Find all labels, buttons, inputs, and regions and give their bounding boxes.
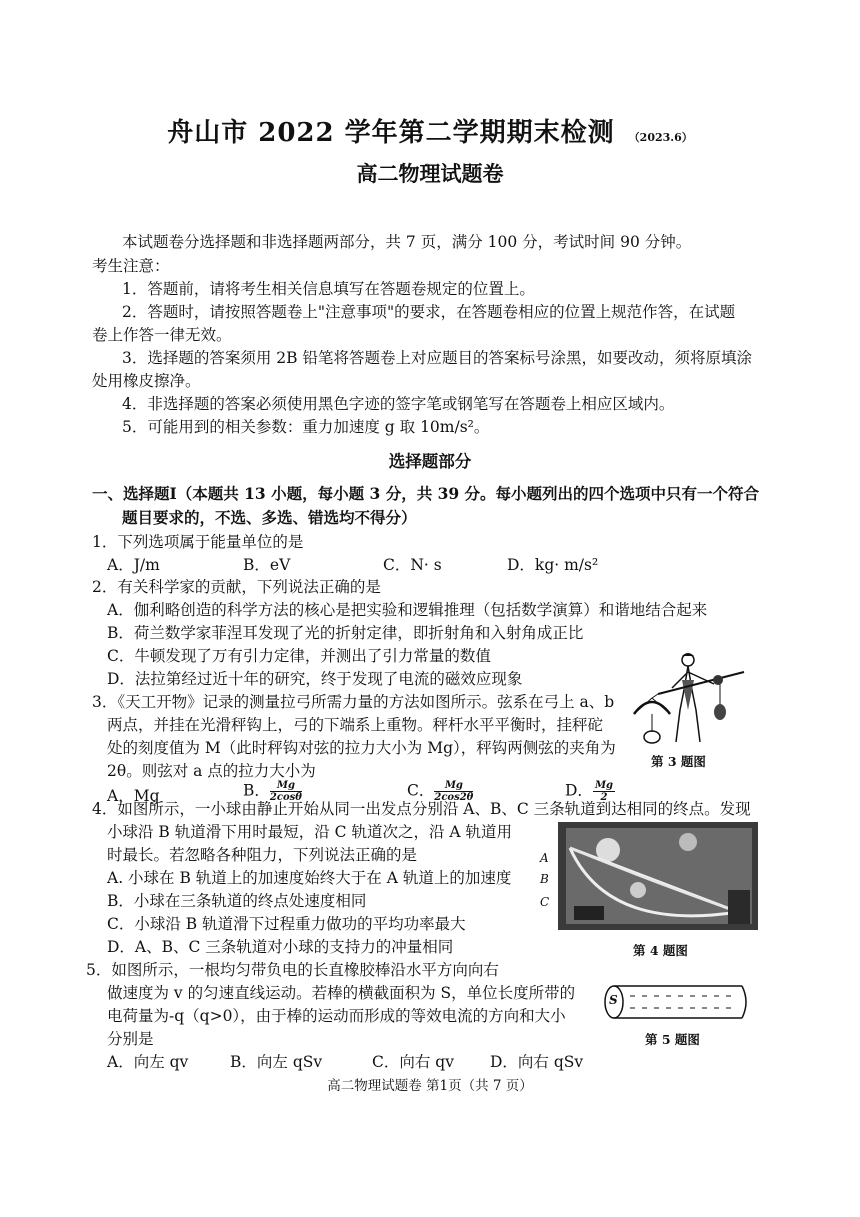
track-label-c: C bbox=[540, 895, 550, 909]
track-label-a: A bbox=[540, 851, 549, 865]
title-text: 舟山市 2022 学年第二学期期末检测 bbox=[167, 118, 615, 148]
q3-line2: 两点，并挂在光滑秤钩上，弓的下端系上重物。秤杆水平平衡时，挂秤砣 bbox=[107, 716, 604, 734]
q4-option-c: C．小球沿 B 轨道滑下过程重力做功的平均功率最大 bbox=[107, 915, 466, 933]
q3-line1: 3．《天工开物》记录的测量拉弓所需力量的方法如图所示。弦系在弓上 a、b bbox=[92, 693, 615, 711]
note-2-cont: 卷上作答一律无效。 bbox=[92, 326, 232, 344]
note-3: 3．选择题的答案须用 2B 铅笔将答题卷上对应题目的答案标号涂黑，如要改动，须将原填涂 bbox=[122, 349, 752, 367]
exam-date: （2023.6） bbox=[628, 131, 693, 144]
q3-line3: 处的刻度值为 M（此时秤钩对弦的拉力大小为 Mg），秤钩两侧弦的夹角为 bbox=[107, 739, 616, 757]
exam-title bbox=[0, 112, 860, 149]
q5-line1: 5．如图所示，一根均匀带负电的长直橡胶棒沿水平方向向右 bbox=[86, 961, 499, 979]
q5-line2: 做速度为 v 的匀速直线运动。若棒的横截面积为 S，单位长度所带的 bbox=[107, 984, 576, 1002]
q3-line4: 2θ。则弦对 a 点的拉力大小为 bbox=[107, 762, 316, 780]
q5-caption: 第 5 题图 bbox=[645, 1032, 700, 1047]
cross-section-label: S bbox=[609, 993, 618, 1007]
q4-option-b: B．小球在三条轨道的终点处速度相同 bbox=[107, 892, 367, 910]
q3-option-c-label: C． bbox=[407, 781, 435, 800]
q1-option-a: A．J/m bbox=[107, 556, 160, 574]
intro-text: 本试题卷分选择题和非选择题两部分，共 7 页，满分 100 分，考试时间 90 分钟。 bbox=[122, 233, 692, 251]
q5-line4: 分别是 bbox=[107, 1030, 154, 1048]
track-label-b: B bbox=[540, 872, 549, 886]
q5-option-a: A．向左 qv bbox=[107, 1053, 189, 1071]
note-4: 4．非选择题的答案必须使用黑色字迹的签字笔或钢笔写在答题卷上相应区域内。 bbox=[122, 395, 675, 413]
notes-heading: 考生注意： bbox=[92, 257, 170, 275]
q3-option-b-label: B． bbox=[243, 781, 270, 800]
q1-option-c: C．N· s bbox=[383, 556, 442, 574]
q3-b-denominator: 2cosθ bbox=[269, 792, 302, 803]
q3-c-denominator: 2cos2θ bbox=[434, 792, 474, 803]
q3-d-numerator: Mg bbox=[594, 780, 613, 791]
q2-option-a: A．伽利略创造的科学方法的核心是把实验和逻辑推理（包括数学演算）和谐地结合起来 bbox=[107, 601, 708, 619]
track-photo bbox=[538, 820, 760, 932]
q5-option-c: C．向右 qv bbox=[372, 1053, 454, 1071]
q5-line3: 电荷量为-q（q>0），由于棒的运动而形成的等效电流的方向和大小 bbox=[107, 1007, 566, 1025]
q3-b-numerator: Mg bbox=[270, 780, 302, 792]
q1-stem: 1．下列选项属于能量单位的是 bbox=[92, 533, 304, 551]
q5-figure bbox=[602, 982, 752, 1022]
q3-d-denominator: 2 bbox=[600, 792, 608, 803]
q4-option-a: A. 小球在 B 轨道上的加速度始终大于在 A 轨道上的加速度 bbox=[107, 869, 512, 887]
rubber-rod-diagram bbox=[602, 982, 752, 1022]
q1-option-d: D．kg· m/s² bbox=[507, 556, 599, 574]
q2-option-d: D．法拉第经过近十年的研究，终于发现了电流的磁效应现象 bbox=[107, 670, 523, 688]
q3-c-numerator: Mg bbox=[434, 780, 473, 792]
q3-option-d-label: D． bbox=[565, 781, 593, 800]
note-2: 2．答题时，请按照答题卷上"注意事项"的要求，在答题卷相应的位置上规范作答，在试题 bbox=[122, 303, 736, 321]
page-footer: 高二物理试题卷 第1页（共 7 页） bbox=[327, 1078, 533, 1094]
q2-stem: 2．有关科学家的贡献，下列说法正确的是 bbox=[92, 578, 381, 596]
note-3-cont: 处用橡皮擦净。 bbox=[92, 372, 201, 390]
q4-figure bbox=[538, 820, 760, 932]
q1-option-b: B．eV bbox=[243, 556, 291, 574]
q2-option-b: B．荷兰数学家菲涅耳发现了光的折射定律，即折射角和入射角成正比 bbox=[107, 624, 584, 642]
part1-line2: 题目要求的，不选、多选、错选均不得分） bbox=[122, 508, 417, 527]
q4-line3: 时最长。若忽略各种阻力，下列说法正确的是 bbox=[107, 846, 418, 864]
q4-caption: 第 4 题图 bbox=[633, 943, 688, 958]
q3-option-a: A．Mg bbox=[107, 787, 160, 805]
q4-option-d: D．A、B、C 三条轨道对小球的支持力的冲量相同 bbox=[107, 938, 454, 956]
q4-line1: 4．如图所示，一小球由静止开始从同一出发点分别沿 A、B、C 三条轨道到达相同的终点。发现 bbox=[92, 800, 751, 818]
section-title: 选择题部分 bbox=[388, 452, 472, 471]
q2-option-c: C．牛顿发现了万有引力定律，并测出了引力常量的数值 bbox=[107, 647, 491, 665]
bow-weighing-illustration bbox=[628, 650, 746, 750]
exam-subtitle: 高二物理试题卷 bbox=[356, 161, 504, 186]
part1-line1: 一、选择题Ⅰ（本题共 13 小题，每小题 3 分，共 39 分。每小题列出的四个选项中只有一个符合 bbox=[92, 484, 760, 503]
note-5: 5．可能用到的相关参数：重力加速度 g 取 10m/s²。 bbox=[122, 418, 490, 436]
q5-option-b: B．向左 qSv bbox=[230, 1053, 323, 1071]
note-1: 1．答题前，请将考生相关信息填写在答题卷规定的位置上。 bbox=[122, 280, 535, 298]
q3-caption: 第 3 题图 bbox=[651, 754, 706, 769]
q4-line2: 小球沿 B 轨道滑下用时最短，沿 C 轨道次之，沿 A 轨道用 bbox=[107, 823, 513, 841]
q5-option-d: D．向右 qSv bbox=[490, 1053, 584, 1071]
q3-figure bbox=[628, 650, 746, 750]
